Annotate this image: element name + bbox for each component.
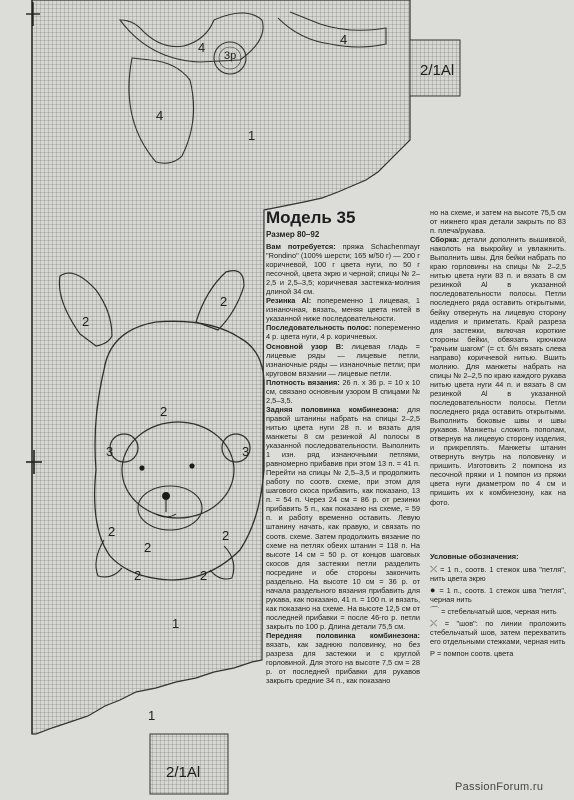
paragraph-text: 26 п. х 36 р. = 10 х 10 см, связано основным узором В спицами № 2,5–3,5. (266, 377, 420, 405)
legend-symbol-icon: ⤫ (430, 564, 438, 575)
paragraph-heading: Плотность вязания: (266, 377, 340, 387)
zone-number: 1 (248, 128, 256, 143)
zone-number: 2 (160, 404, 168, 419)
legend-item (430, 649, 566, 658)
instructions-column-2 (430, 208, 566, 507)
legend-text: = стебельчатый шов, черная нить (439, 607, 557, 617)
zone-number: 2 (200, 568, 208, 583)
bear-nose (162, 492, 170, 500)
legend-item (430, 565, 566, 583)
paragraph-text: попеременно 1 лицевая, 1 изнаночная, вязать, меняя цвета нитей в указанной ниже последовательности. (266, 296, 420, 324)
paragraph (430, 208, 566, 235)
paragraph (266, 342, 420, 378)
paragraph (266, 296, 420, 323)
zone-number: 4 (156, 108, 164, 123)
paragraph-heading: Последовательность полос: (266, 323, 372, 333)
bear-eye-left (139, 465, 144, 470)
paragraph-text: но на схеме, и затем на высоте 75,5 см от нижнего края детали закрыть по 83 п. плеча/рукава. (430, 208, 566, 236)
zone-number: 1 (148, 708, 156, 723)
paragraph (430, 235, 566, 506)
size-range: Размер 80–92 (266, 230, 320, 239)
zone-number: 3 (242, 444, 250, 459)
legend-text: Р = помпон соотв. цвета (430, 649, 514, 659)
legend-symbol-icon: ⤬ (430, 618, 438, 629)
legend-text: = 1 п., соотв. 1 стежок шва "петля", нить цвета экрю (430, 565, 566, 584)
legend-item (430, 586, 566, 604)
legend (430, 552, 566, 661)
paragraph (266, 378, 420, 405)
zone-number: 3р (224, 50, 237, 62)
paragraph-text: пряжа Schachenmayr "Rondino" (100% шерсти; 165 м/50 г) — 200 г коричневой, 100 г цвета нуги, по 50 г песочной, цвета экрю и черной; спицы № 2–2,5 и 2,5–3,5; коричневая застежка-молния длиной 34 см. (266, 242, 420, 297)
paragraph-text: вязать, как заднюю половинку, но без разреза для застежки и с круглой горловиной. Для этого на высоте 7,5 см = 28 р. от последней прибавки для рукавов закрыть средние 34 п., как показано (266, 640, 420, 686)
zone-number: 4 (340, 32, 348, 47)
legend-title: Условные обозначения: (430, 552, 519, 561)
legend-symbol-icon: ⌒ (430, 606, 440, 617)
zone-number: 1 (172, 616, 180, 631)
paragraph-heading: Основной узор В: (266, 341, 344, 351)
zone-number: 4 (198, 40, 206, 55)
zone-number: 2 (220, 294, 228, 309)
legend-symbol-icon: ● (430, 585, 437, 596)
model-title: Модель 35 (266, 208, 356, 227)
paragraph (266, 323, 420, 341)
paragraph-heading: Передняя половинка комбинезона: (266, 631, 420, 641)
legend-text: = "шов": по линии проложить стебельчатый шов, затем перехватить его отдельными стежками, черная нить (430, 619, 566, 647)
legend-item (430, 607, 566, 616)
zone-number: 2 (134, 568, 142, 583)
paragraph (266, 631, 420, 685)
zone-number: 2 (82, 314, 90, 329)
zone-number: 2 (144, 540, 152, 555)
paragraph-heading: Сборка: (430, 235, 460, 245)
paragraph-text: попеременно 4 р. цвета нуги, 4 р. коричневых. (266, 323, 420, 342)
paragraph-heading: Задняя половинка комбинезона: (266, 404, 399, 414)
paragraph-heading: Резинка Al: (266, 296, 312, 306)
zone-number: 3 (106, 444, 114, 459)
paragraph (266, 405, 420, 631)
cuff-bottom-label: 2/1Al (166, 764, 201, 781)
legend-item (430, 619, 566, 646)
legend-text: = 1 п., соотв. 1 стежок шва "петля", черная нить (430, 586, 566, 605)
paragraph (266, 242, 420, 296)
zone-number: 2 (222, 528, 230, 543)
legend-items (430, 565, 566, 658)
paragraph-text: детали дополнить вышивкой, наколоть на выкройку и увлажнить. Выполнить швы. Для бейки набрать по краю горловины на спицы № 2–2,5 нитью цвета нуги 83 п. и вязать 8 см резинкой Al в указанной последовательности полосы. Петли последнего ряда оставить открытыми, бейку отвернуть на лицевую сторону изделия и приметать. Край разреза для застежки, включая короткие стороны бейки, обвязать крючком "рачьим шагом" (= ст. б/н вязать слева направо) коричневой нитью. Вшить молнию. Для манжеты набрать на спицы № 2–2,5 по краю каждого рукава нитью цвета нуги 44 п. и вязать 8 см резинкой Al в указанной последовательности полосы. Петли последнего ряда оставить открытыми. Выполнить боковые швы и швы рукавов. Манжеты сложить пополам, отвернув на лицевую сторону изделия, и прикреплять. Манжеты штанин отвернуть внутрь на половинку и пришить. Изготовить 2 помпона из песочной пряжи и 1 помпон из пряжи цвета нуги диаметром по 4 см и пришить их к комбинезону, как на фото. (430, 235, 566, 507)
paragraph-heading: Вам потребуется: (266, 242, 336, 251)
watermark: PassionForum.ru (455, 781, 544, 793)
instructions-column-1 (266, 242, 420, 685)
paragraph-text: лицевая гладь = лицевые ряды — лицевые петли, изнаночные ряды — изнаночные петли; при круговом вязании — лицевые петли. (266, 341, 420, 378)
zone-number: 2 (108, 524, 116, 539)
cuff-top-label: 2/1Al (420, 62, 455, 79)
paragraph-text: для правой штанины набрать на спицы 2–2,5 нитью цвета нуги 28 п. и вязать для манжеты 8 см резинкой Al полосы в указанной последовательности. Выполнить 1 изн. ряд изнаночными петлями, равномерно прибавив при этом 13 п. = 41 п. Перейти на спицы № 2,5–3,5 и продолжить работу по соотв. схеме, при этом для шагового скоса прибавить, как показано, 13 п. = 54 п. Через 24 см = 86 р. от резинки прибавить 5 п., как показано на схеме, = 59 п. и работу временно оставить. Левую штанину начать, как правую, и связать по соотв. схеме. Затем продолжить вязание по схеме на петлях обеих штанин = 118 п. На высоте 14 см = 50 р. от концов шаговых скосов для застежки петли разделить посредине и обе стороны закончить раздельно. На высоте 10 см = 36 р. от начала раздельного вязания прибавить для рукава, как показано, 41 п. = 100 п. и вязать, как показано на схеме. На высоте 12,5 см от последней прибавки = после 46-го р. петли закрыть по 100 р. Длина детали 75,5 см. (266, 404, 420, 631)
bear-eye-right (189, 463, 194, 468)
